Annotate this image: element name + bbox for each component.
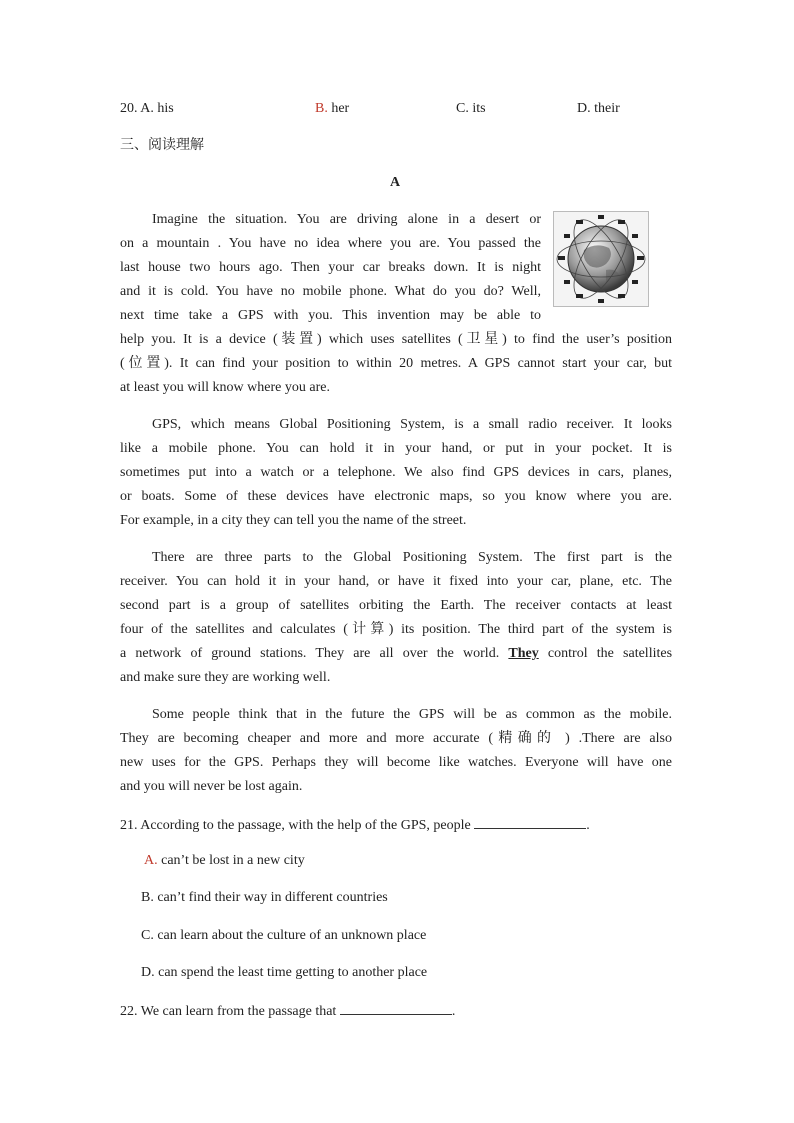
para1-line7: (位置). It can find your position to within 20 metres. A GPS cannot start your car, but xyxy=(120,356,672,371)
q20-a-visible: A. his xyxy=(140,101,174,116)
para1-line5: next time take a GPS with you. This invention may be able to xyxy=(120,308,541,323)
para4-line1: Some people think that in the future the GPS will be as common as the mobile. xyxy=(152,707,672,722)
q22-answer-blank[interactable] xyxy=(340,1000,452,1015)
para2-line5: For example, in a city they can tell you the name of the street. xyxy=(120,513,467,528)
para4-line3: new uses for the GPS. Perhaps they will become like watches. Everyone will have one xyxy=(120,755,672,770)
q21-a-text: can’t be lost in a new city xyxy=(161,853,305,868)
q22-stem-text: 22. We can learn from the passage that xyxy=(120,1004,337,1019)
para3-line5 xyxy=(120,644,672,664)
q20-b-text: her xyxy=(331,101,350,116)
para3-line4: four of the satellites and calculates (计算) its position. The third part of the system is xyxy=(120,622,672,637)
para2-line1: GPS, which means Global Positioning System, is a small radio receiver. It looks xyxy=(152,417,672,432)
para1-line8: at least you will know where you are. xyxy=(120,380,330,395)
passage-title: A xyxy=(390,175,401,190)
q21-answer-blank[interactable] xyxy=(474,814,586,829)
para1-line4: and it is cold. You have no mobile phone. What do you do? Well, xyxy=(120,284,541,299)
para1-line6: help you. It is a device (装置) which uses satellites (卫星) to find the user’s position xyxy=(120,332,672,347)
q20-option-b xyxy=(315,99,349,119)
section-heading: 三、阅读理解 xyxy=(120,137,204,153)
gps-satellite-globe-icon xyxy=(553,211,649,307)
q20-number: 20. xyxy=(120,101,138,116)
para3-line6: and make sure they are working well. xyxy=(120,670,331,685)
q20-option-c: C. its xyxy=(456,101,486,116)
q21-stem-text: 21. According to the passage, with the help of the GPS, people xyxy=(120,818,471,833)
para3-line1: There are three parts to the Global Positioning System. The first part is the xyxy=(152,550,672,565)
q22-stem-end: . xyxy=(451,1004,456,1019)
para3-line3: second part is a group of satellites orbiting the Earth. The receiver contacts at least xyxy=(120,598,672,613)
para1-line2: on a mountain . You have no idea where you are. You passed the xyxy=(120,236,541,251)
q21-option-c: C. can learn about the culture of an unknown place xyxy=(141,928,427,943)
para3-line5-post: control the satellites xyxy=(547,646,673,661)
para1-line1: Imagine the situation. You are driving alone in a desert or xyxy=(152,212,541,227)
q21-stem-end: . xyxy=(586,818,590,833)
q21-option-b: B. can’t find their way in different countries xyxy=(141,890,388,905)
q21-option-a xyxy=(144,851,305,871)
para2-line4: or boats. Some of these devices have electronic maps, so you know where you are. xyxy=(120,489,672,504)
para1-line3: last house two hours ago. Then your car breaks down. It is night xyxy=(120,260,541,275)
para2-line2: like a mobile phone. You can hold it in your hand, or put in your pocket. It is xyxy=(120,441,672,456)
q21-option-d: D. can spend the least time getting to another place xyxy=(141,965,428,980)
q20-option-d: D. their xyxy=(577,101,620,116)
q21-a-letter: A. xyxy=(144,853,158,868)
q20-b-letter: B. xyxy=(315,101,328,116)
para3-line5-bold: They xyxy=(508,646,539,661)
q22-stem xyxy=(120,1000,455,1022)
q20-option-a xyxy=(120,99,174,119)
para3-line5-pre: a network of ground stations. They are all over the world. xyxy=(120,646,500,661)
para3-line2: receiver. You can hold it in your hand, or have it fixed into your car, plane, etc. The xyxy=(120,574,672,589)
para4-line2: They are becoming cheaper and more and more accurate (精确的 ) .There are also xyxy=(120,731,672,746)
para2-line3: sometimes put into a watch or a telephone. We also find GPS devices in cars, planes, xyxy=(120,465,672,480)
q21-stem xyxy=(120,814,590,836)
para4-line4: and you will never be lost again. xyxy=(120,779,303,794)
